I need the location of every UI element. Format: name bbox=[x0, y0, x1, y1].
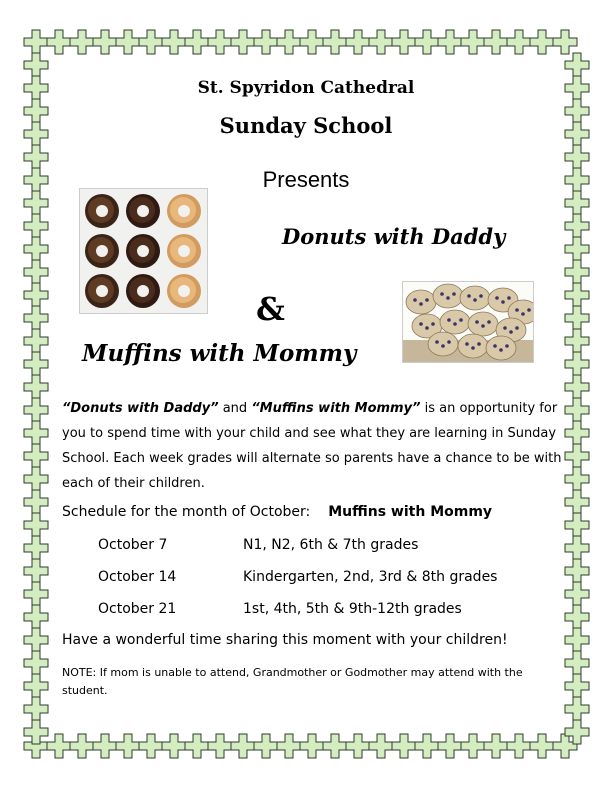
blueberry bbox=[419, 322, 423, 326]
donut-hole bbox=[96, 205, 108, 217]
border-cross bbox=[565, 444, 589, 468]
border-cross bbox=[93, 734, 117, 758]
border-cross bbox=[484, 734, 508, 758]
blueberry bbox=[479, 294, 483, 298]
closing-line: Have a wonderful time sharing this moment with your children! bbox=[62, 632, 508, 648]
blueberry bbox=[487, 320, 491, 324]
muffins-name: “Muffins with Mommy” bbox=[251, 401, 421, 416]
border-cross bbox=[24, 490, 48, 514]
border-cross bbox=[24, 467, 48, 491]
border-cross bbox=[162, 734, 186, 758]
blueberry bbox=[521, 312, 525, 316]
border-cross bbox=[530, 734, 554, 758]
border-cross bbox=[565, 559, 589, 583]
border-cross bbox=[565, 697, 589, 721]
blueberry bbox=[493, 344, 497, 348]
border-cross bbox=[24, 329, 48, 353]
blueberry bbox=[465, 342, 469, 346]
border-cross bbox=[139, 30, 163, 54]
blueberry bbox=[446, 296, 450, 300]
muffin bbox=[486, 336, 516, 360]
blueberry bbox=[515, 308, 519, 312]
blueberry bbox=[471, 346, 475, 350]
schedule-date: October 21 bbox=[98, 601, 177, 617]
border-cross bbox=[139, 734, 163, 758]
blueberry bbox=[441, 344, 445, 348]
border-cross bbox=[553, 30, 577, 54]
border-cross bbox=[24, 260, 48, 284]
muffins-photo bbox=[402, 281, 534, 363]
blueberry bbox=[447, 340, 451, 344]
border-cross bbox=[323, 734, 347, 758]
border-cross bbox=[565, 513, 589, 537]
border-cross bbox=[24, 559, 48, 583]
schedule-heading bbox=[62, 504, 492, 520]
schedule-grades: Kindergarten, 2nd, 3rd & 8th grades bbox=[243, 569, 498, 585]
border-cross bbox=[24, 145, 48, 169]
blueberry bbox=[440, 292, 444, 296]
border-cross bbox=[116, 734, 140, 758]
border-cross bbox=[507, 734, 531, 758]
border-cross bbox=[530, 30, 554, 54]
border-cross bbox=[565, 352, 589, 376]
border-cross bbox=[24, 375, 48, 399]
ampersand: & bbox=[256, 290, 285, 328]
border-cross bbox=[185, 734, 209, 758]
cathedral-name: St. Spyridon Cathedral bbox=[197, 78, 415, 98]
border-cross bbox=[24, 53, 48, 77]
border-cross bbox=[565, 536, 589, 560]
border-cross bbox=[565, 490, 589, 514]
donut-hole bbox=[137, 285, 149, 297]
blueberry bbox=[452, 292, 456, 296]
open-quote: “ bbox=[62, 401, 71, 416]
border-cross bbox=[300, 30, 324, 54]
donut-hole bbox=[178, 245, 190, 257]
border-cross bbox=[24, 352, 48, 376]
presents-heading: Presents bbox=[262, 167, 350, 192]
border-cross bbox=[369, 734, 393, 758]
donut-hole bbox=[137, 205, 149, 217]
blueberry bbox=[503, 326, 507, 330]
border-cross bbox=[565, 674, 589, 698]
schedule-grades: 1st, 4th, 5th & 9th-12th grades bbox=[243, 601, 462, 617]
border-cross bbox=[565, 467, 589, 491]
border-cross bbox=[116, 30, 140, 54]
border-cross bbox=[461, 30, 485, 54]
border-cross bbox=[24, 720, 48, 744]
muffin bbox=[433, 284, 463, 308]
border-cross bbox=[208, 30, 232, 54]
border-cross bbox=[208, 734, 232, 758]
muffin bbox=[468, 312, 498, 336]
muffin bbox=[428, 332, 458, 356]
blueberry bbox=[447, 318, 451, 322]
blueberry bbox=[459, 318, 463, 322]
border-cross bbox=[24, 30, 48, 54]
donut-hole bbox=[137, 245, 149, 257]
border-cross bbox=[24, 536, 48, 560]
school-name: Sunday School bbox=[219, 113, 393, 138]
blueberry bbox=[425, 326, 429, 330]
blueberry bbox=[507, 296, 511, 300]
blueberry bbox=[505, 344, 509, 348]
blueberry bbox=[515, 326, 519, 330]
border-cross bbox=[415, 30, 439, 54]
border-cross bbox=[415, 734, 439, 758]
blueberry bbox=[499, 348, 503, 352]
border-cross bbox=[24, 283, 48, 307]
intro-text: is an opportunity for you to spend time with your child and see what they are learning in Sunday School. Each week grades will alternate so parents have a chance to be with each of their children. bbox=[62, 401, 562, 491]
border-cross bbox=[254, 734, 278, 758]
blueberry bbox=[527, 308, 531, 312]
border-cross bbox=[565, 283, 589, 307]
border-cross bbox=[24, 444, 48, 468]
border-cross bbox=[565, 214, 589, 238]
muffin bbox=[406, 290, 436, 314]
border-cross bbox=[47, 734, 71, 758]
border-cross bbox=[565, 306, 589, 330]
and-word: and bbox=[218, 401, 252, 416]
note: NOTE: If mom is unable to attend, Grandmother or Godmother may attend with the student. bbox=[62, 666, 523, 697]
blueberry bbox=[467, 294, 471, 298]
border-cross bbox=[24, 306, 48, 330]
border-cross bbox=[565, 53, 589, 77]
muffins-with-mommy-title: Muffins with Mommy bbox=[82, 340, 357, 367]
blueberry bbox=[413, 298, 417, 302]
donut-hole bbox=[96, 245, 108, 257]
border-cross bbox=[24, 651, 48, 675]
border-cross bbox=[369, 30, 393, 54]
donuts-name: Donuts with Daddy” bbox=[70, 401, 219, 416]
muffin bbox=[440, 310, 470, 334]
border-cross bbox=[565, 582, 589, 606]
donut-hole bbox=[96, 285, 108, 297]
border-cross bbox=[93, 30, 117, 54]
blueberry bbox=[435, 340, 439, 344]
border-cross bbox=[461, 734, 485, 758]
border-cross bbox=[565, 628, 589, 652]
border-cross bbox=[438, 734, 462, 758]
border-cross bbox=[565, 145, 589, 169]
border-cross bbox=[484, 30, 508, 54]
blueberry bbox=[481, 324, 485, 328]
schedule-heading-text: Schedule for the month of October: bbox=[62, 504, 311, 520]
blueberry bbox=[477, 342, 481, 346]
border-cross bbox=[300, 734, 324, 758]
border-cross bbox=[565, 421, 589, 445]
border-cross bbox=[392, 734, 416, 758]
blueberry bbox=[453, 322, 457, 326]
border-cross bbox=[24, 674, 48, 698]
border-cross bbox=[24, 191, 48, 215]
blueberry bbox=[419, 302, 423, 306]
border-cross bbox=[565, 605, 589, 629]
schedule-date: October 14 bbox=[98, 569, 177, 585]
border-cross bbox=[185, 30, 209, 54]
border-cross bbox=[24, 628, 48, 652]
border-cross bbox=[70, 734, 94, 758]
blueberry bbox=[495, 296, 499, 300]
border-cross bbox=[565, 237, 589, 261]
border-cross bbox=[24, 237, 48, 261]
border-cross bbox=[47, 30, 71, 54]
border-cross bbox=[24, 398, 48, 422]
muffin bbox=[460, 286, 490, 310]
intro-paragraph bbox=[62, 396, 562, 496]
schedule-grades: N1, N2, 6th & 7th grades bbox=[243, 537, 419, 553]
blueberry bbox=[473, 298, 477, 302]
border-cross bbox=[565, 398, 589, 422]
border-cross bbox=[24, 697, 48, 721]
border-cross bbox=[231, 734, 255, 758]
border-cross bbox=[507, 30, 531, 54]
border-cross bbox=[24, 513, 48, 537]
border-cross bbox=[565, 191, 589, 215]
border-cross bbox=[565, 651, 589, 675]
donut-hole bbox=[178, 205, 190, 217]
schedule-event-name: Muffins with Mommy bbox=[328, 504, 493, 520]
border-cross bbox=[346, 30, 370, 54]
border-cross bbox=[24, 421, 48, 445]
border-cross bbox=[277, 734, 301, 758]
border-cross bbox=[162, 30, 186, 54]
blueberry bbox=[475, 320, 479, 324]
blueberry bbox=[509, 330, 513, 334]
border-cross bbox=[346, 734, 370, 758]
border-cross bbox=[565, 329, 589, 353]
border-cross bbox=[323, 30, 347, 54]
donuts-with-daddy-title: Donuts with Daddy bbox=[282, 224, 506, 249]
border-cross bbox=[231, 30, 255, 54]
donuts-photo bbox=[79, 188, 208, 314]
border-cross bbox=[254, 30, 278, 54]
muffin bbox=[458, 334, 488, 358]
border-cross bbox=[277, 30, 301, 54]
border-cross bbox=[565, 260, 589, 284]
donut-hole bbox=[178, 285, 190, 297]
border-cross bbox=[70, 30, 94, 54]
border-cross bbox=[24, 214, 48, 238]
blueberry bbox=[431, 322, 435, 326]
border-cross bbox=[24, 605, 48, 629]
border-cross bbox=[438, 30, 462, 54]
border-cross bbox=[392, 30, 416, 54]
blueberry bbox=[501, 300, 505, 304]
blueberry bbox=[425, 298, 429, 302]
border-cross bbox=[565, 375, 589, 399]
schedule-date: October 7 bbox=[98, 537, 168, 553]
border-cross bbox=[24, 582, 48, 606]
